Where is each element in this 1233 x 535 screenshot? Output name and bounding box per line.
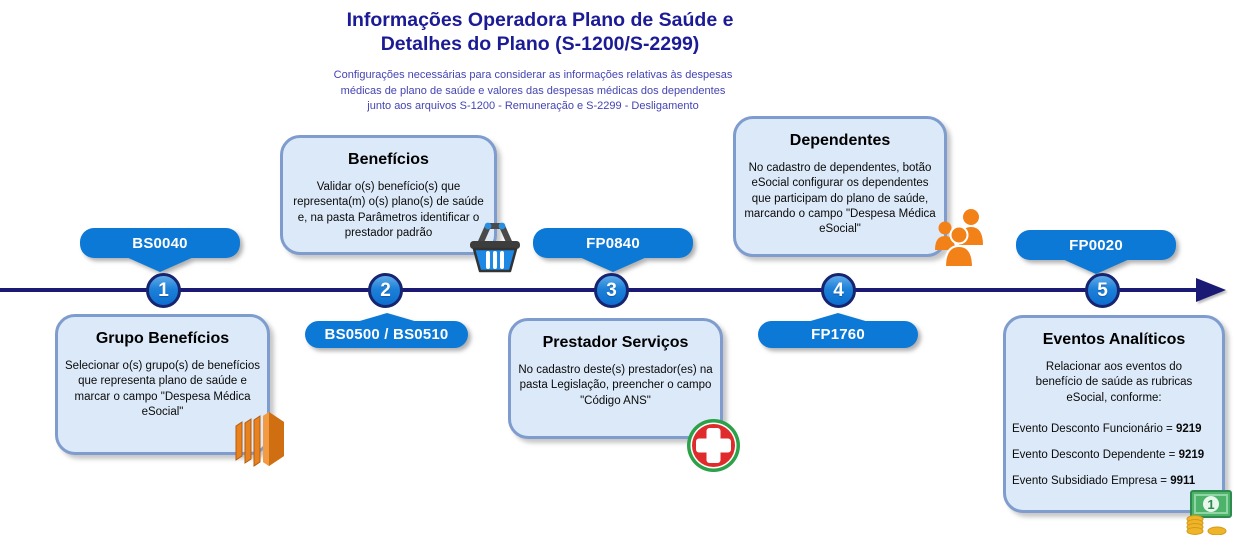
badge-bs0500-bs0510: [305, 321, 468, 348]
event-subsidiado-empresa-label: Evento Subsidiado Empresa =: [1012, 474, 1168, 487]
step-5-number: 5: [1097, 279, 1108, 301]
medical-cross-icon: [686, 418, 741, 478]
timeline-step-5-circle: [1085, 273, 1120, 308]
orange-stack-icon: [228, 410, 292, 475]
badge-bs0040: [80, 228, 240, 258]
badge-fp0020: [1016, 230, 1176, 260]
badge-fp1760: [758, 321, 918, 348]
badge-fp1760-label: FP1760: [811, 326, 865, 343]
event-desconto-funcionario: [1006, 423, 1222, 435]
page-title-line2: Detalhes do Plano (S-1200/S-2299): [380, 33, 700, 55]
event-desconto-dependente-label: Evento Desconto Dependente =: [1012, 448, 1176, 461]
event-desconto-funcionario-value: 9219: [1175, 422, 1202, 435]
card-grupo-beneficios-body: Selecionar o(s) grupo(s) de benefícios que representa plano de saúde e marcar o campo "Despesa Médica eSocial": [65, 360, 260, 418]
shopping-basket-icon: [466, 218, 524, 279]
timeline-step-3-circle: [594, 273, 629, 308]
card-dependentes-body: No cadastro de dependentes, botão eSocial configurar os dependentes que participam do plano de saúde, marcando o campo "Despesa Médica eSocial": [744, 162, 936, 236]
badge-fp0840-label: FP0840: [586, 234, 640, 252]
timeline-step-2-circle: [368, 273, 403, 308]
step-3-number: 3: [606, 279, 617, 301]
step-4-number: 4: [833, 279, 844, 301]
page-subtitle: [0, 68, 1066, 115]
page-title: [0, 8, 1080, 56]
page-subtitle-line1: Configurações necessárias para considerar as informações relativas às despesas: [333, 69, 733, 81]
dependents-people-icon: [933, 205, 993, 274]
card-dependentes-title: Dependentes: [789, 132, 891, 149]
card-dependentes: [733, 116, 947, 257]
card-prestador-servicos-title: Prestador Serviços: [542, 334, 689, 351]
timeline-step-1-circle: [146, 273, 181, 308]
card-eventos-analiticos-title: Eventos Analíticos: [1042, 331, 1186, 348]
card-beneficios-body: Validar o(s) benefício(s) que representa(m) o(s) plano(s) de saúde e, na pasta Parâmetros identificar o prestador padrão: [293, 181, 484, 239]
page-title-line1: Informações Operadora Plano de Saúde e: [346, 9, 734, 31]
card-eventos-analiticos-body: Relacionar aos eventos do benefício de saúde as rubricas eSocial, conforme:: [1035, 361, 1193, 404]
arrow-right-icon: [1196, 278, 1226, 302]
event-desconto-dependente-value: 9219: [1178, 448, 1205, 461]
card-beneficios-title: Benefícios: [348, 151, 429, 168]
event-subsidiado-empresa-value: 9911: [1170, 474, 1196, 487]
event-desconto-funcionario-label: Evento Desconto Funcionário =: [1012, 422, 1173, 435]
card-prestador-servicos-body: No cadastro deste(s) prestador(es) na pasta Legislação, preencher o campo "Código ANS": [518, 364, 713, 407]
card-grupo-beneficios-title: Grupo Benefícios: [95, 330, 230, 347]
badge-fp0840: [533, 228, 693, 258]
page-subtitle-line2: médicas de plano de saúde e valores das despesas médicas dos dependentes: [340, 84, 726, 97]
step-2-number: 2: [380, 279, 391, 301]
timeline-step-4-circle: [821, 273, 856, 308]
event-desconto-dependente: [1006, 449, 1222, 461]
card-beneficios: [280, 135, 497, 255]
page-subtitle-line3: junto aos arquivos S-1200 - Remuneração e S-2299 - Desligamento: [367, 100, 699, 112]
step-1-number: 1: [158, 279, 169, 301]
money-icon: [1183, 483, 1233, 535]
badge-bs0500-bs0510-label: BS0500 / BS0510: [324, 326, 449, 343]
badge-bs0040-label: BS0040: [132, 234, 188, 252]
badge-fp0020-label: FP0020: [1069, 236, 1123, 254]
svg-text:1: 1: [1207, 497, 1215, 512]
